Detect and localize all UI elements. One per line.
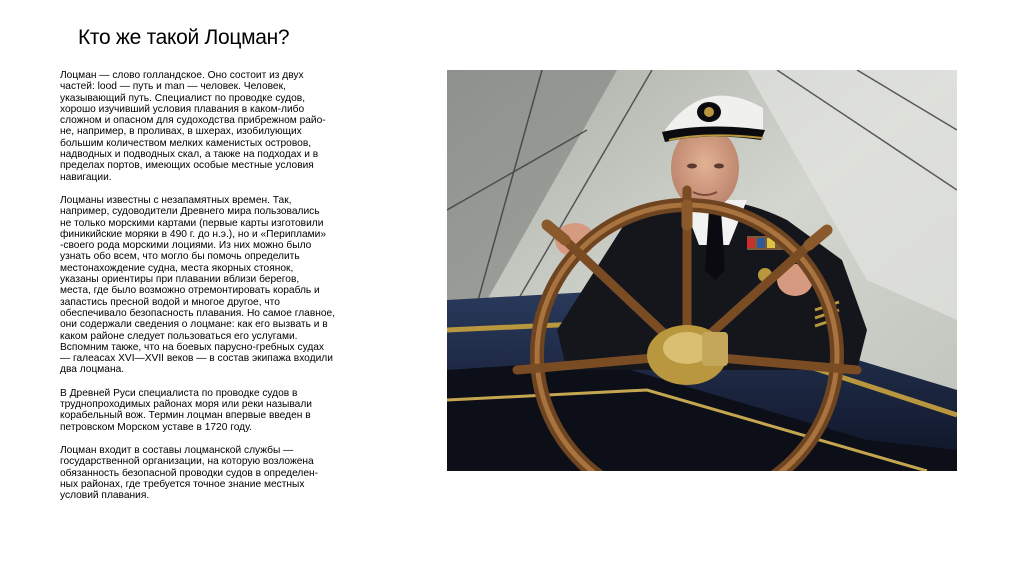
paragraph-ancient-rus: В Древней Руси специалиста по проводке судов в труднопроходимых районах моря или реки называли корабельный вож. Термин лоцман впервые введен в петровском Морском уставе в 1720 году. <box>60 387 312 433</box>
photo-illustration <box>447 70 957 471</box>
paragraph-etymology: Лоцман — слово голландское. Оно состоит из двух частей: lood — путь и man — человек. Человек, указывающий путь. Специалист по проводке судов, хорошо изучивший условия плавания в каком-либо сложном и опасном для судоходства прибрежном райо- не, например, в проливах, в шхерах, изобилующих большим количеством мелких каменистых островов, надводных и подводных скал, а также на подходах и в пределах портов, имеющих особые местные условия навигации. <box>60 70 326 183</box>
paragraph-pilot-service: Лоцман входит в составы лоцманской службы — государственной организации, на которую возложена обязанность безопасной проводки судов в определен- ных районах, где требуется точное знание местных условий плавания. <box>60 444 319 502</box>
paragraph-history: Лоцманы известны с незапамятных времен. Так, например, судоводители Древнего мира пользовались не только морскими картами (первые карты изготовили финикийские моряки в 490 г. до н.э.), но и «Периплами» -своего рода морскими лоциями. Из них можно было узнать обо всем, что могло бы помочь определить местонахождение судна, места якорных стоянок, указаны ориентиры при плавании вблизи берегов, места, где было возможно отремонтировать корабль и запастись пресной водой и многое другое, что обеспечивало безопасность плавания. Но самое главное, они содержали сведения о лоцмане: как его вызвать и в каком районе следует пользоваться его услугами. Вспомним также, что на боевых парусно-гребных судах — галеасах XVI—XVII веков — в состав экипажа входили два лоцмана. <box>60 194 336 376</box>
body-text <box>60 70 378 513</box>
page-title: Кто же такой Лоцман? <box>78 26 290 49</box>
photo-naval-officer <box>447 70 957 471</box>
